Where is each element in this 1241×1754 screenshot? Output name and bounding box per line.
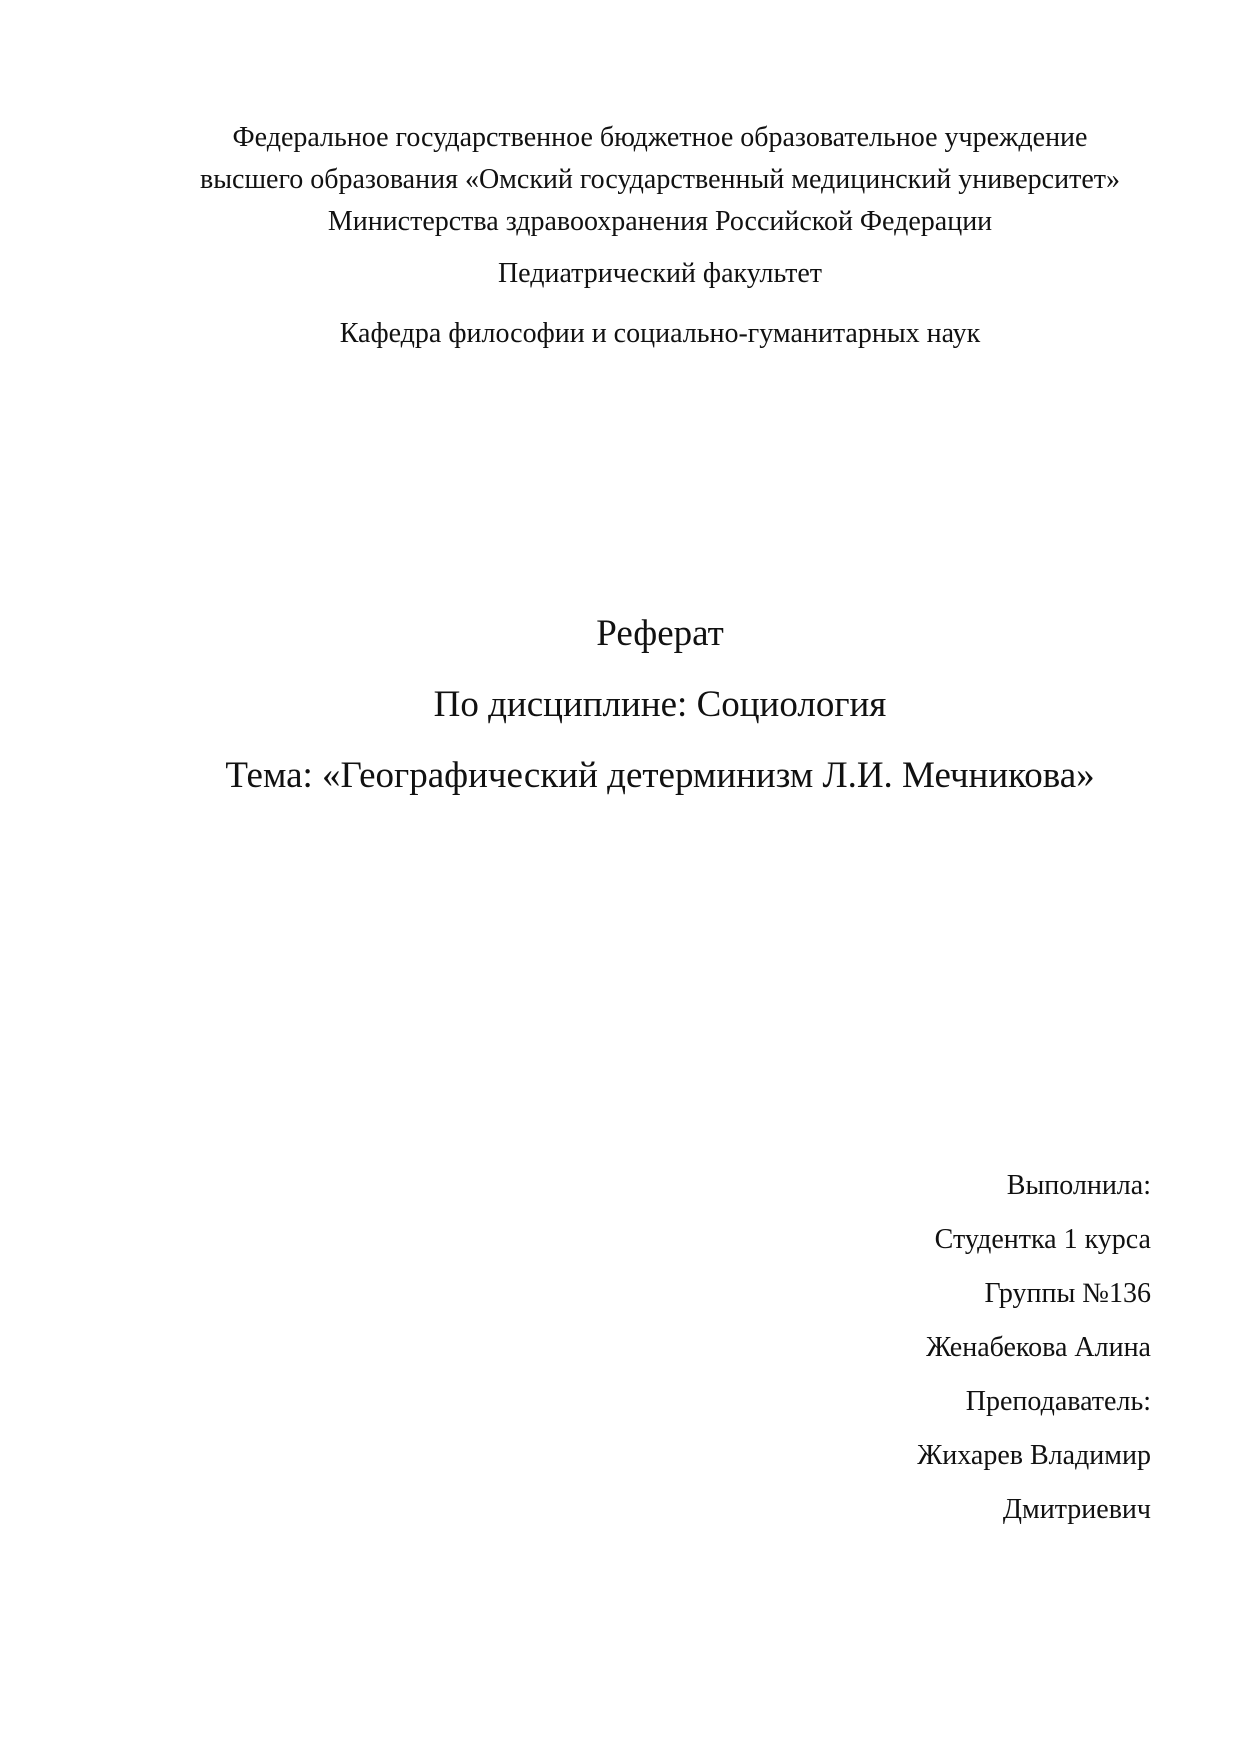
work-type-title: Реферат — [596, 613, 724, 654]
discipline-title: По дисциплине: Социология — [433, 684, 887, 725]
department-name: Кафедра философии и социально-гуманитарных наук — [339, 318, 981, 349]
institution-header — [0, 117, 1241, 243]
teacher-name-first: Жихарев Владимир — [917, 1440, 1151, 1471]
faculty-name: Педиатрический факультет — [497, 258, 823, 289]
student-name: Женабекова Алина — [926, 1332, 1151, 1363]
teacher-label: Преподаватель: — [965, 1386, 1151, 1417]
student-group: Группы №136 — [984, 1278, 1151, 1309]
institution-line-3: Министерства здравоохранения Российской Федерации — [327, 206, 993, 237]
teacher-name-patronymic: Дмитриевич — [1002, 1494, 1151, 1525]
student-course: Студентка 1 курса — [934, 1224, 1151, 1255]
authors-block — [917, 1168, 1151, 1546]
institution-line-2: высшего образования «Омский государственный медицинский университет» — [200, 164, 1120, 195]
topic-title: Тема: «Географический детерминизм Л.И. Мечникова» — [225, 755, 1095, 796]
institution-line-1: Федеральное государственное бюджетное образовательное учреждение — [232, 122, 1088, 153]
performed-by-label: Выполнила: — [1006, 1170, 1151, 1201]
